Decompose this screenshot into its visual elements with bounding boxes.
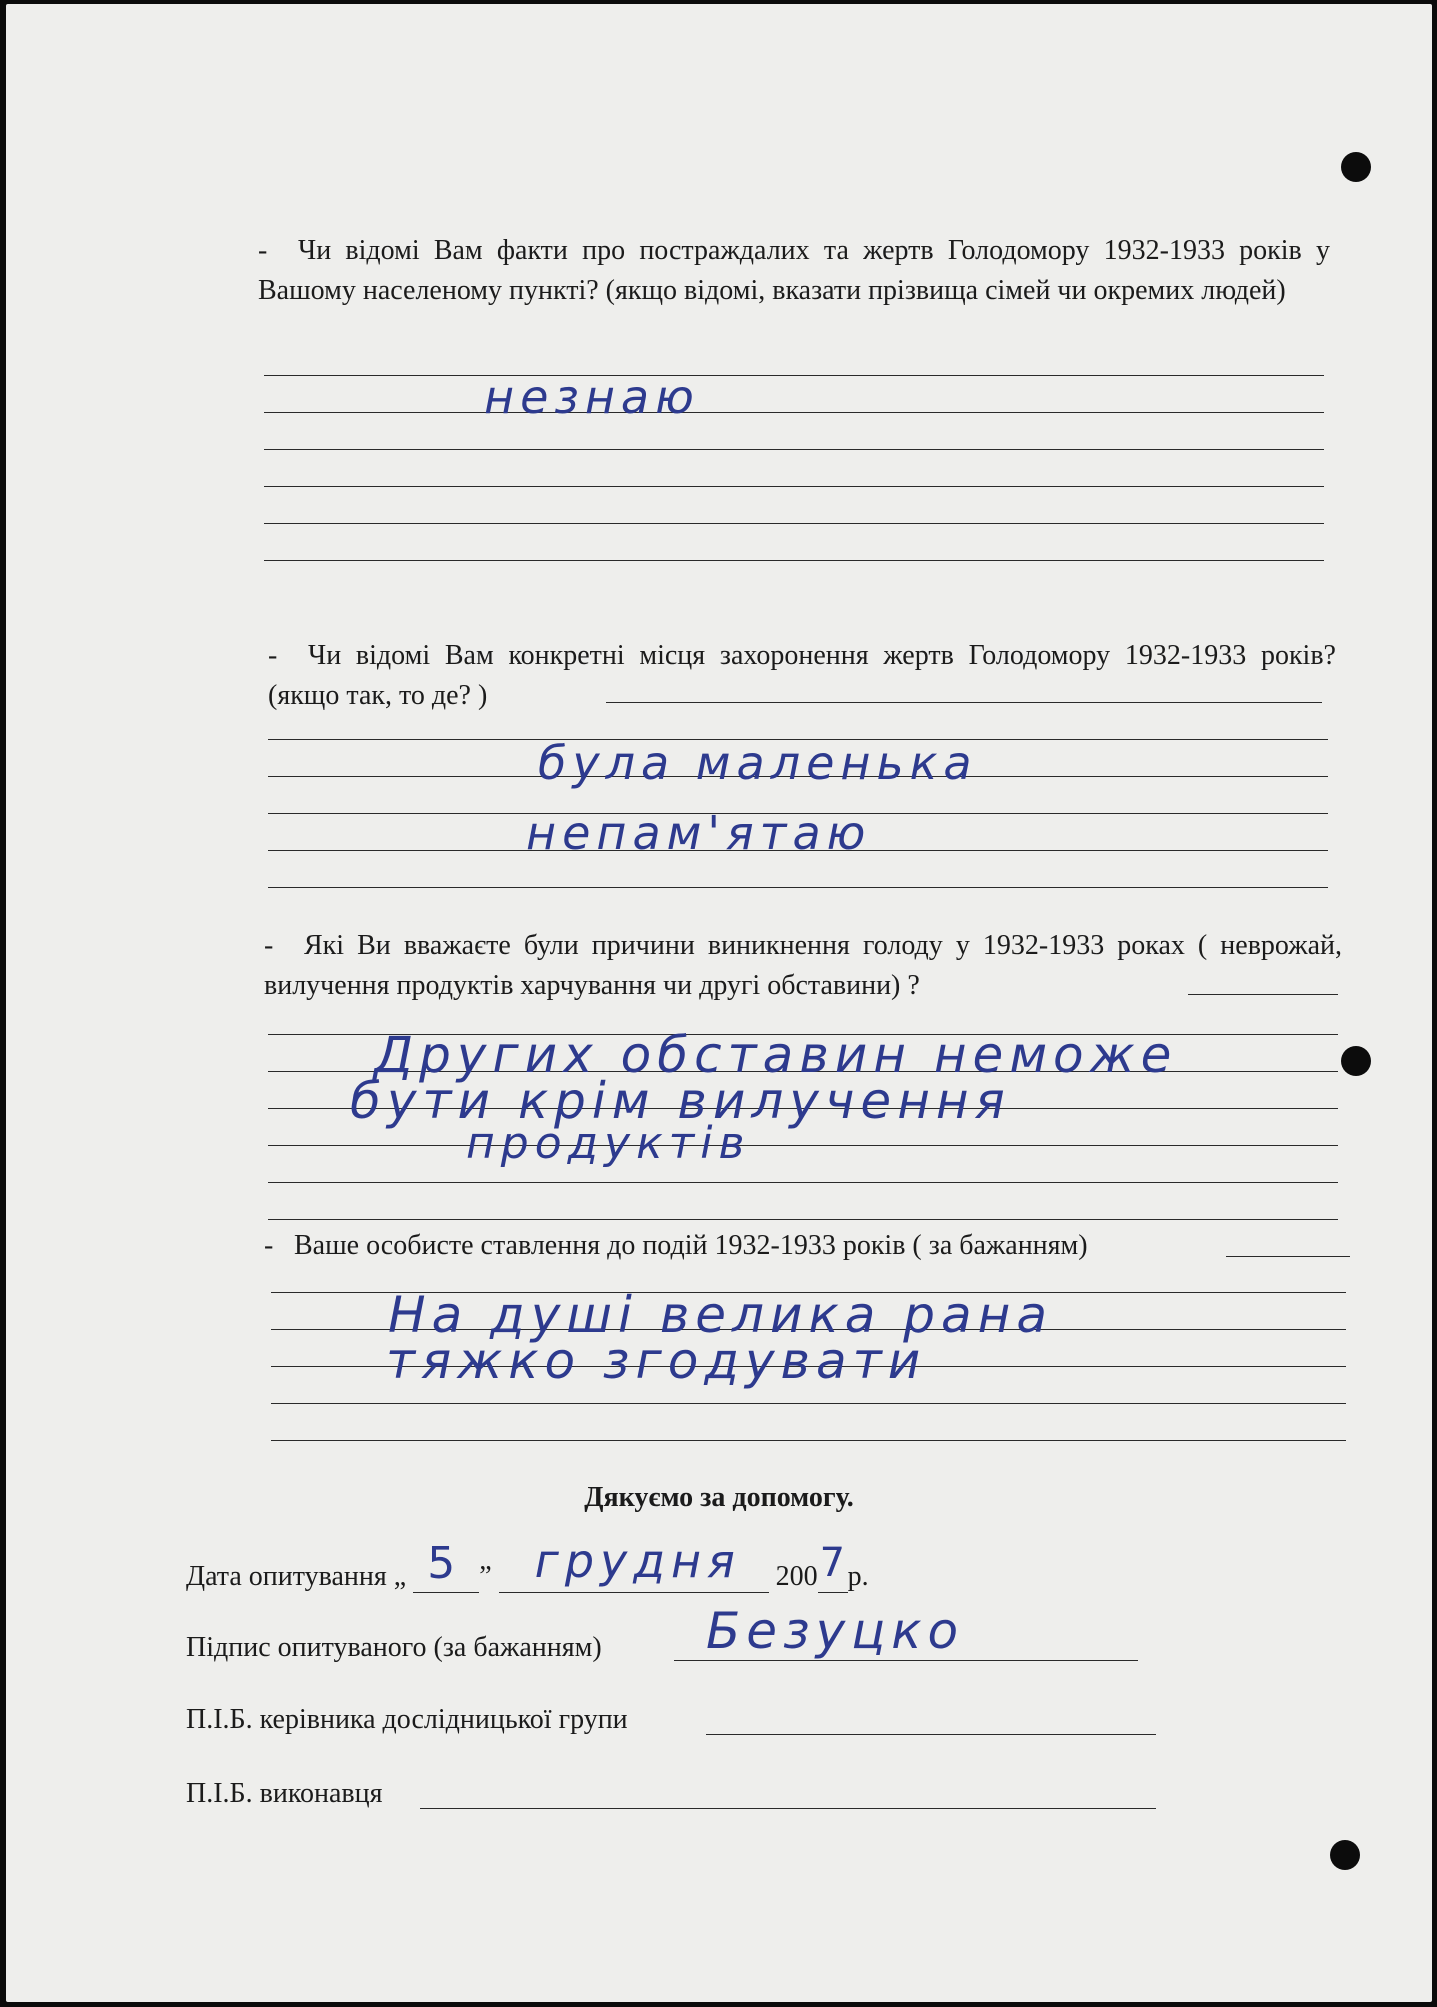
answer-line — [606, 702, 1322, 703]
punch-hole — [1341, 152, 1371, 182]
questionnaire-page — [6, 4, 1432, 2002]
date-open-quote: „ — [393, 1561, 407, 1592]
handwritten-answer-2-line-2: непам'ятаю — [526, 806, 872, 860]
punch-hole — [1341, 1046, 1371, 1076]
date-year-prefix: 200 — [775, 1561, 818, 1592]
handwritten-answer-1: незнаю — [484, 370, 700, 424]
signature-value: Безуцко — [706, 1602, 965, 1660]
signature-label: Підпис опитуваного (за бажанням) — [186, 1632, 602, 1663]
handwritten-answer-3-line-3: продуктів — [466, 1118, 751, 1169]
date-year-digit: 7 — [819, 1540, 852, 1586]
handwritten-answer-4-line-2: тяжко згодувати — [386, 1332, 927, 1390]
performer-label: П.І.Б. виконавця — [186, 1778, 383, 1809]
question-2-text: Чи відомі Вам конкретні місця захоронення жертв Голодомору 1932-1933 років? (якщо так, то де? ) — [268, 640, 1336, 711]
question-3 — [264, 926, 1342, 1006]
punch-hole — [1330, 1840, 1360, 1870]
handwritten-answer-3-line-1: Других обставин неможе — [374, 1026, 1178, 1084]
handwritten-answer-4-line-1: На душі велика рана — [388, 1286, 1053, 1344]
answer-line — [268, 1182, 1338, 1183]
research-head-line — [706, 1734, 1156, 1735]
signature-row — [186, 1632, 602, 1664]
list-dash: - — [264, 1230, 274, 1261]
handwritten-answer-3-line-2: бути крім вилучення — [350, 1072, 1011, 1130]
answer-line — [271, 1440, 1346, 1441]
signature-line — [674, 1660, 1138, 1661]
date-day-value: 5 — [427, 1538, 462, 1589]
answer-line — [268, 1145, 1338, 1146]
date-day-field — [413, 1538, 479, 1593]
list-dash: - — [268, 640, 278, 671]
question-3-text: Які Ви вважаєте були причини виникнення голоду у 1932-1933 роках ( неврожай, вилучення продуктів харчування чи другі обставини) ? — [264, 930, 1342, 1001]
performer-line — [420, 1808, 1156, 1809]
answer-line — [264, 449, 1324, 450]
question-2 — [268, 636, 1336, 716]
survey-date-row — [186, 1534, 869, 1593]
question-4-text: Ваше особисте ставлення до подій 1932-1933 років ( за бажанням) — [294, 1230, 1088, 1261]
answer-line — [264, 523, 1324, 524]
research-head-label: П.І.Б. керівника дослідницької групи — [186, 1704, 628, 1735]
date-close-quote: ” — [479, 1561, 492, 1592]
date-label: Дата опитування — [186, 1561, 387, 1592]
list-dash: - — [258, 235, 268, 266]
answer-line — [264, 486, 1324, 487]
performer-row — [186, 1778, 383, 1810]
answer-line — [1188, 994, 1338, 995]
list-dash: - — [264, 930, 274, 961]
answer-line — [1226, 1256, 1350, 1257]
question-4 — [264, 1226, 1344, 1266]
answer-line — [264, 412, 1324, 413]
date-year-field — [818, 1540, 852, 1593]
date-suffix: р. — [847, 1561, 869, 1592]
question-1 — [258, 231, 1330, 311]
answer-line — [268, 1219, 1338, 1220]
answer-line — [264, 375, 1324, 376]
question-1-text: Чи відомі Вам факти про постраждалих та жертв Голодомору 1932-1933 років у Вашому населеному пункті? (якщо відомі, вказати прізвища сімей чи окремих людей) — [258, 235, 1330, 306]
answer-line — [271, 1403, 1346, 1404]
research-head-row — [186, 1704, 628, 1736]
answer-line — [264, 560, 1324, 561]
date-month-value: грудня — [534, 1534, 741, 1588]
date-month-field — [499, 1534, 769, 1593]
handwritten-answer-2-line-1: була маленька — [538, 736, 978, 790]
thanks-heading: Дякуємо за допомогу. — [584, 1482, 854, 1513]
answer-line — [268, 887, 1328, 888]
